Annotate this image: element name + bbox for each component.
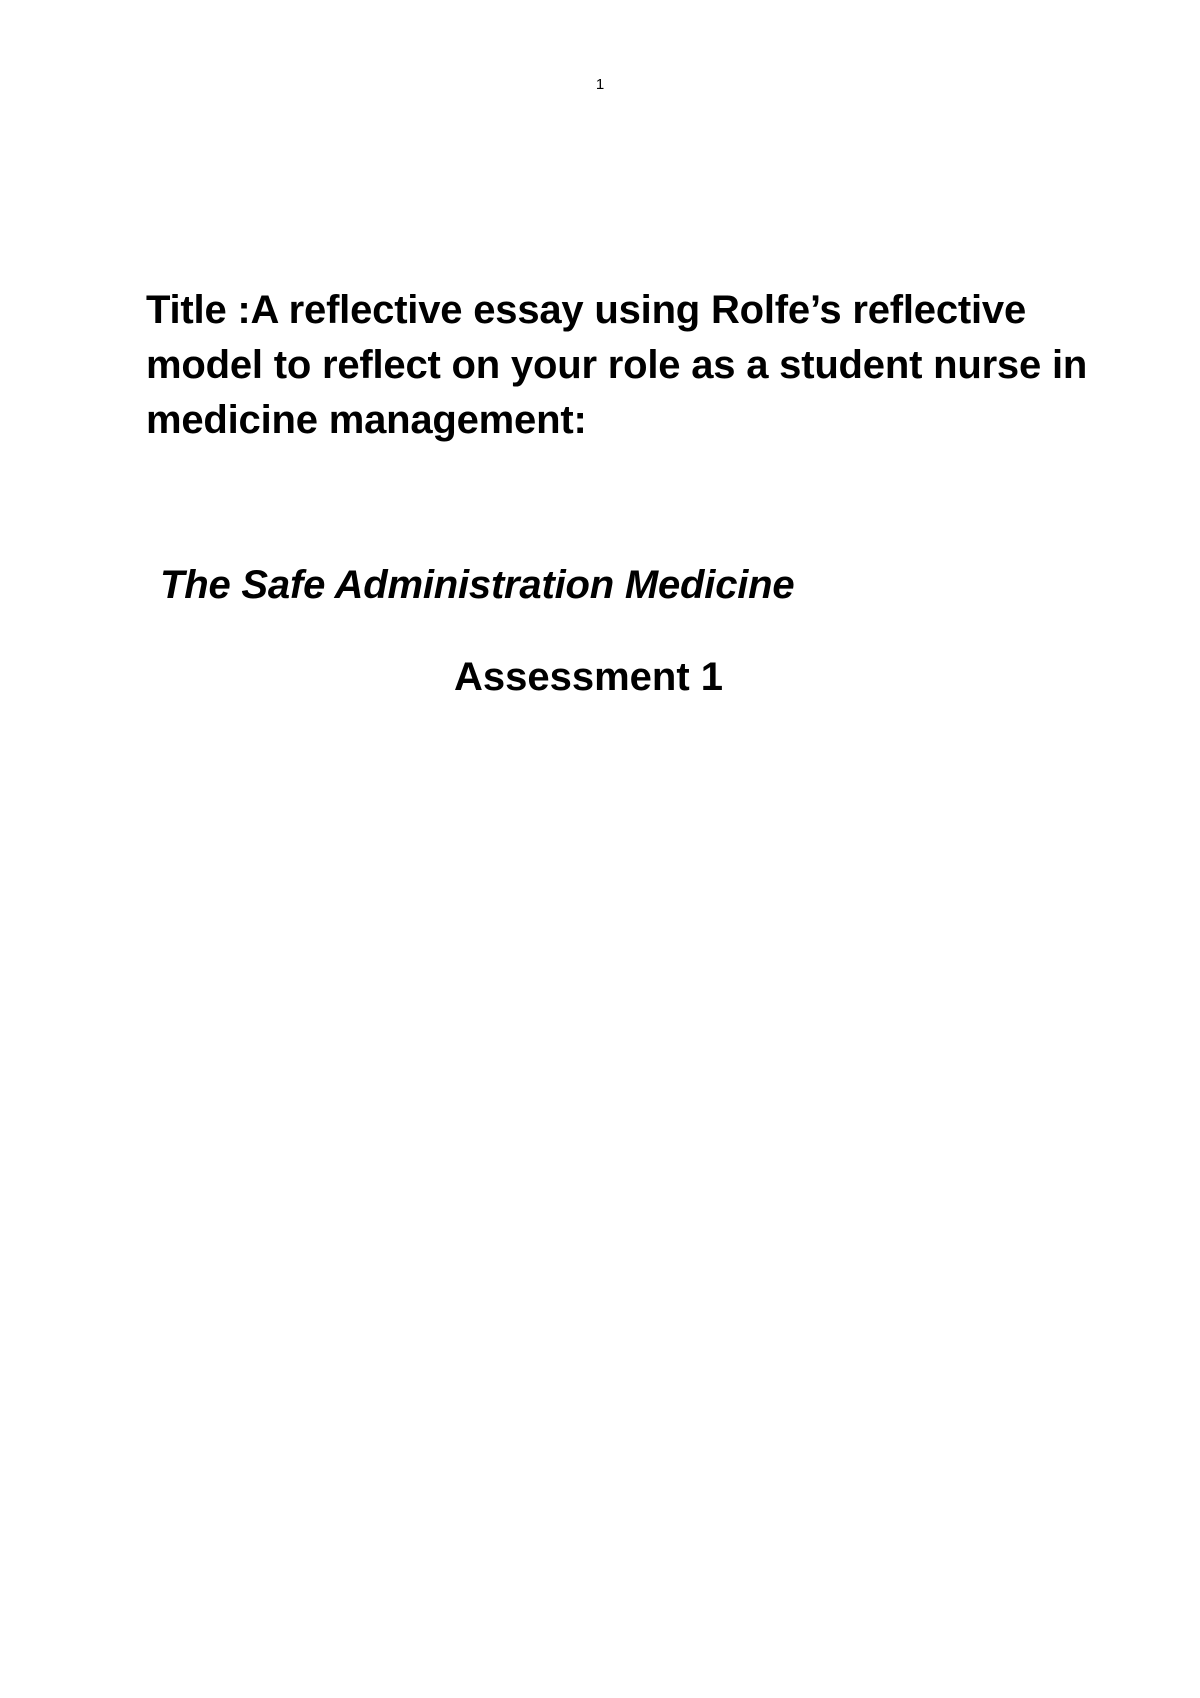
assessment-label: Assessment 1	[454, 655, 724, 699]
essay-title: Title :A reflective essay using Rolfe’s reflective model to reflect on your role as a student nurse in medicine management:	[146, 288, 1088, 442]
page-number: 1	[595, 76, 605, 93]
essay-subtitle: The Safe Administration Medicine	[160, 563, 795, 607]
